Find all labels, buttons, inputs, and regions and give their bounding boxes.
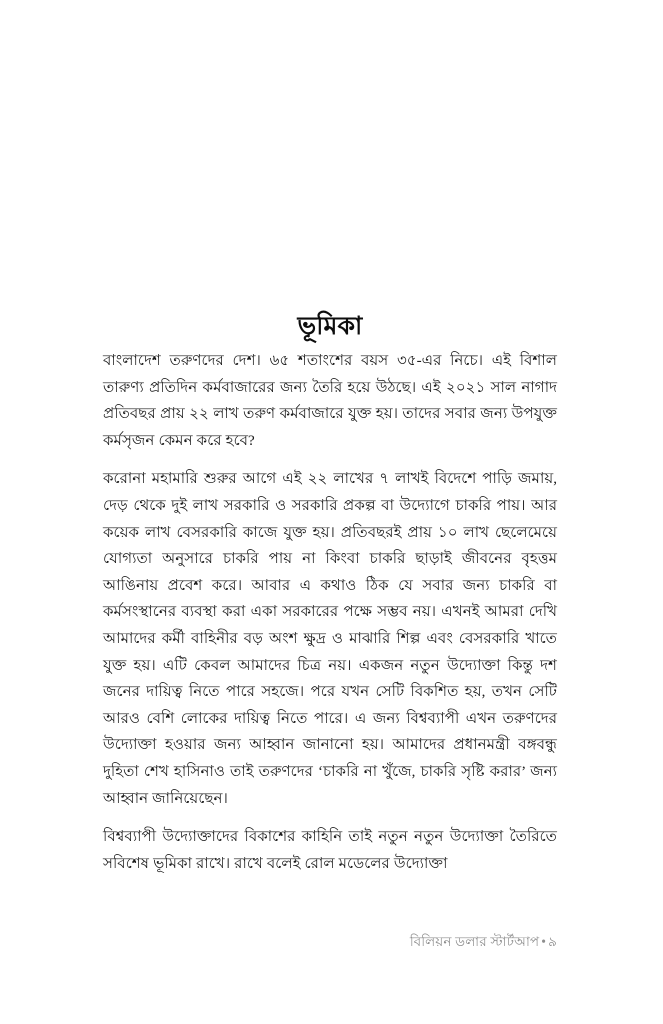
footer-separator-dot: • (541, 934, 547, 949)
page-number: ৯ (548, 934, 557, 949)
page-footer (103, 932, 557, 952)
footer-book-title: বিলিয়ন ডলার স্টার্টআপ (409, 934, 540, 949)
body-text-block (103, 348, 557, 877)
body-paragraph: বিশ্বব্যাপী উদ্যোক্তাদের বিকাশের কাহিনি তাই নতুন নতুন উদ্যোক্তা তৈরিতে সবিশেষ ভূমিকা রাখে। রাখে বলেই রোল মডেলের উদ্যোক্তা (103, 829, 557, 872)
page-title: ভূমিকা (297, 312, 363, 340)
body-paragraph: বাংলাদেশ তরুণদের দেশ। ৬৫ শতাংশের বয়স ৩৫-এর নিচে। এই বিশাল তারুণ্য প্রতিদিন কর্মবাজারের জন্য তৈরি হয়ে উঠছে। এই ২০২১ সাল নাগাদ প্রতিবছর প্রায় ২২ লাখ তরুণ কর্মবাজারে যুক্ত হয়। তাদের সবার জন্য উপযুক্ত কর্মসৃজন কেমন করে হবে? (103, 353, 557, 449)
body-paragraph: করোনা মহামারি শুরুর আগে এই ২২ লাখের ৭ লাখই বিদেশে পাড়ি জমায়, দেড় থেকে দুই লাখ সরকারি ও সরকারি প্রকল্প বা উদ্যোগে চাকরি পায়। আর কয়েক লাখ বেসরকারি কাজে যুক্ত হয়। প্রতিবছরই প্রায় ১০ লাখ ছেলেমেয়ে যোগ্যতা অনুসারে চাকরি পায় না কিংবা চাকরি ছাড়াই জীবনের বৃহত্তম আঙিনায় প্রবেশ করে। আবার এ কথাও ঠিক যে সবার জন্য চাকরি বা কর্মসংস্থানের ব্যবস্থা করা একা সরকারের পক্ষে সম্ভব নয়। এখনই আমরা দেখি আমাদের কর্মী বাহিনীর বড় অংশ ক্ষুদ্র ও মাঝারি শিল্প এবং বেসরকারি খাতে যুক্ত হয়। এটি কেবল আমাদের চিত্র নয়। একজন নতুন উদ্যোক্তা কিন্তু দশ জনের দায়িত্ব নিতে পারে সহজে। পরে যখন সেটি বিকশিত হয়, তখন সেটি আরও বেশি লোকের দায়িত্ব নিতে পারে। এ জন্য বিশ্বব্যাপী এখন তরুণদের উদ্যোক্তা হওয়ার জন্য আহ্বান জানানো হয়। আমাদের প্রধানমন্ত্রী বঙ্গবন্ধু দুহিতা শেখ হাসিনাও তাই তরুণদের ‘চাকরি না খুঁজে, চাকরি সৃষ্টি করার’ জন্য আহ্বান জানিয়েছেন। (103, 471, 557, 807)
